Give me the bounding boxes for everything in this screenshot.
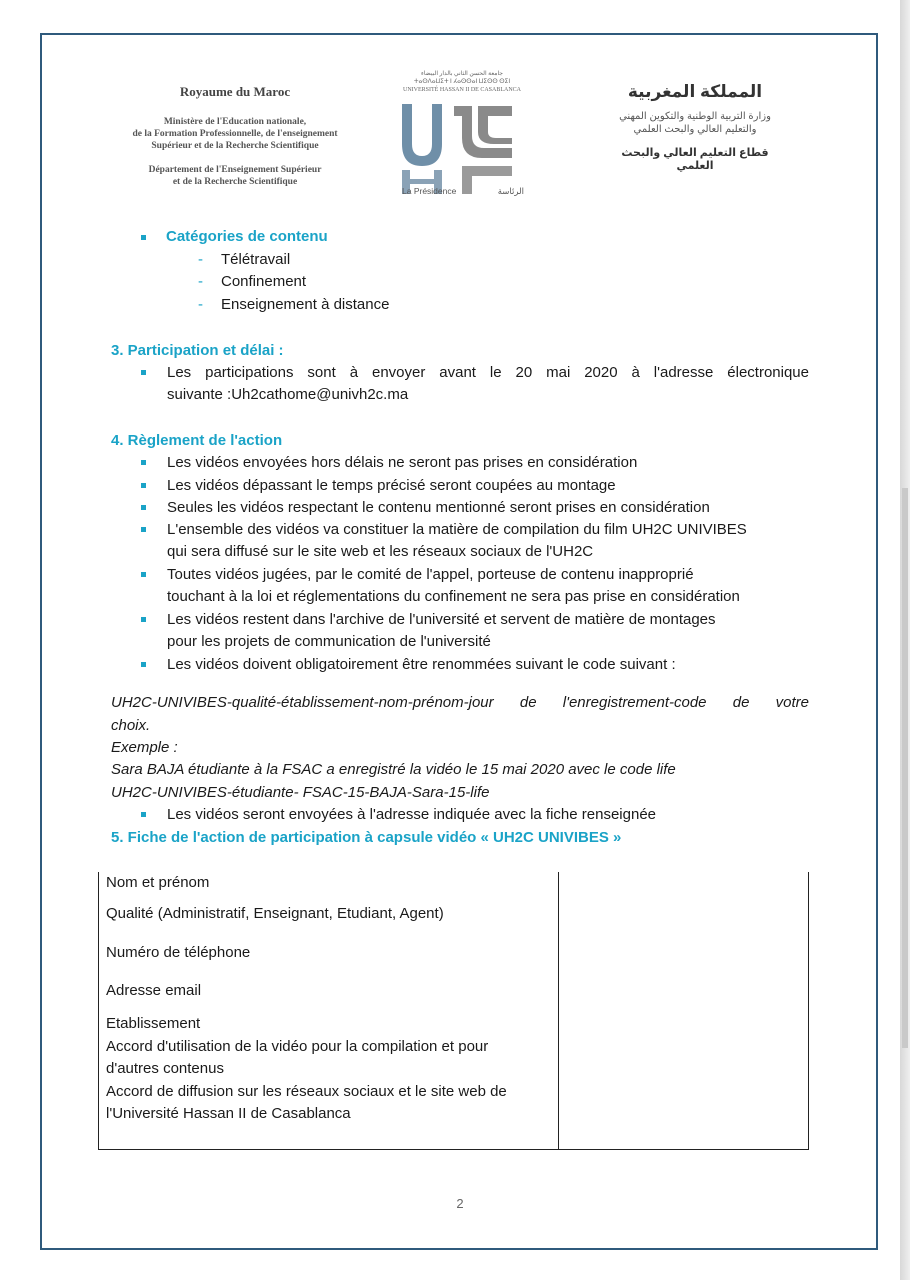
code-format-line: UH2C-UNIVIBES-qualité-établissement-nom-prénom-jour de l'enregistrement-code de votre <box>111 694 809 711</box>
header-left <box>120 84 350 188</box>
category-item: Télétravail <box>221 251 291 268</box>
page-number: 2 <box>456 1196 464 1211</box>
rule-item: Les vidéos dépassant le temps précisé seront coupées au montage <box>167 477 616 494</box>
rule-item: Les vidéos doivent obligatoirement être renommées suivant le code suivant : <box>167 656 676 673</box>
dash-icon: - <box>198 296 203 313</box>
table-row-label: Accord de diffusion sur les réseaux sociaux et le site web de <box>106 1083 507 1100</box>
logo-tifinagh: ⵜⴰⵙⴷⴰⵡⵉⵜ ⵏ ⵃⴰⵙⵙⴰⵏ ⵡⵉⵙⵙ ⵙⵉⵏ <box>413 79 511 85</box>
uh2c-emblem-icon <box>392 96 532 196</box>
table-border-right <box>808 872 809 1150</box>
participation-form-table <box>98 872 809 1150</box>
presidence-fr: La Présidence <box>402 186 457 196</box>
rule-item-continued: pour les projets de communication de l'université <box>167 633 491 650</box>
department-line: et de la Recherche Scientifique <box>172 177 298 187</box>
dash-icon: - <box>198 251 203 268</box>
rule-item-continued: touchant à la loi et réglementations du confinement ne sera pas prise en considération <box>167 588 740 605</box>
department-text <box>120 164 350 188</box>
category-item: Enseignement à distance <box>221 296 390 313</box>
example-line: Sara BAJA étudiante à la FSAC a enregistré la vidéo le 15 mai 2020 avec le code life <box>111 761 676 778</box>
section-3-title: 3. Participation et délai : <box>111 342 284 359</box>
kingdom-title: Royaume du Maroc <box>179 84 291 99</box>
table-border-bottom <box>98 1149 809 1150</box>
table-row-label: Numéro de téléphone <box>106 944 251 961</box>
table-row-label: Etablissement <box>106 1015 201 1032</box>
bullet-icon <box>141 572 146 577</box>
ministry-line: Ministère de l'Education nationale, <box>163 117 307 127</box>
example-label: Exemple : <box>111 739 178 756</box>
kingdom-arabic: المملكة المغربية <box>627 82 763 101</box>
bullet-icon <box>141 370 146 375</box>
rule-item: Les vidéos envoyées hors délais ne seront pas prises en considération <box>167 454 638 471</box>
table-row-label-continued: l'Université Hassan II de Casablanca <box>106 1105 351 1122</box>
table-column-divider <box>558 872 559 1150</box>
section-4-title: 4. Règlement de l'action <box>111 432 283 449</box>
section-3-text: Les participations sont à envoyer avant le 20 mai 2020 à l'adresse électronique <box>167 364 809 381</box>
categories-heading: Catégories de contenu <box>166 228 328 245</box>
bullet-icon <box>141 235 146 240</box>
rule-item: Les vidéos restent dans l'archive de l'université et servent de matière de montages <box>167 611 716 628</box>
bullet-icon <box>141 527 146 532</box>
bullet-icon <box>141 617 146 622</box>
code-format-line: choix. <box>111 717 151 734</box>
table-row-label: Nom et prénom <box>106 874 210 891</box>
ministry-line: Supérieur et de la Recherche Scientifique <box>151 141 319 151</box>
logo-french: UNIVERSITÉ HASSAN II DE CASABLANCA <box>402 87 521 93</box>
table-border-left <box>98 872 99 1150</box>
section-3-email: suivante :Uh2cathome@univh2c.ma <box>167 386 409 403</box>
table-row-label: Qualité (Administratif, Enseignant, Etudiant, Agent) <box>106 905 444 922</box>
logo-arabic: جامعة الحسن الثاني بالدار البيضاء <box>421 71 503 77</box>
logo-header-text <box>392 70 532 94</box>
bullet-icon <box>141 662 146 667</box>
example-line: UH2C-UNIVIBES-étudiante- FSAC-15-BAJA-Sara-15-life <box>111 784 490 801</box>
rule-item: Toutes vidéos jugées, par le comité de l'appel, porteuse de contenu inapproprié <box>167 566 694 583</box>
bullet-icon <box>141 812 146 817</box>
table-row-label: Adresse email <box>106 982 202 999</box>
presidence-ar: الرئاسة <box>497 186 524 196</box>
last-rule-item: Les vidéos seront envoyées à l'adresse indiquée avec la fiche renseignée <box>167 806 657 823</box>
university-logo <box>392 70 532 200</box>
rule-item-continued: qui sera diffusé sur le site web et les réseaux sociaux de l'UH2C <box>167 543 594 560</box>
header-right <box>605 82 785 172</box>
ministry-text <box>120 116 350 152</box>
ministry-arabic-line: والتعليم العالي والبحث العلمي <box>633 124 757 135</box>
ministry-arabic <box>605 110 785 136</box>
department-line: Département de l'Enseignement Supérieur <box>148 165 322 175</box>
table-row-label-continued: d'autres contenus <box>106 1060 224 1077</box>
category-item: Confinement <box>221 273 307 290</box>
rule-item: Seules les vidéos respectant le contenu mentionné seront prises en considération <box>167 499 710 516</box>
sector-arabic: قطاع التعليم العالي والبحث العلمي <box>621 147 769 172</box>
bullet-icon <box>141 460 146 465</box>
table-row-label: Accord d'utilisation de la vidéo pour la compilation et pour <box>106 1038 489 1055</box>
ministry-line: de la Formation Professionnelle, de l'enseignement <box>132 129 338 139</box>
ministry-arabic-line: وزارة التربية الوطنية والتكوين المهني <box>619 111 771 122</box>
bullet-icon <box>141 483 146 488</box>
dash-icon: - <box>198 273 203 290</box>
rule-item: L'ensemble des vidéos va constituer la matière de compilation du film UH2C UNIVIBES <box>167 521 747 538</box>
bullet-icon <box>141 505 146 510</box>
section-5-title: 5. Fiche de l'action de participation à capsule vidéo « UH2C UNIVIBES » <box>111 829 622 846</box>
scroll-mark <box>902 488 908 1048</box>
